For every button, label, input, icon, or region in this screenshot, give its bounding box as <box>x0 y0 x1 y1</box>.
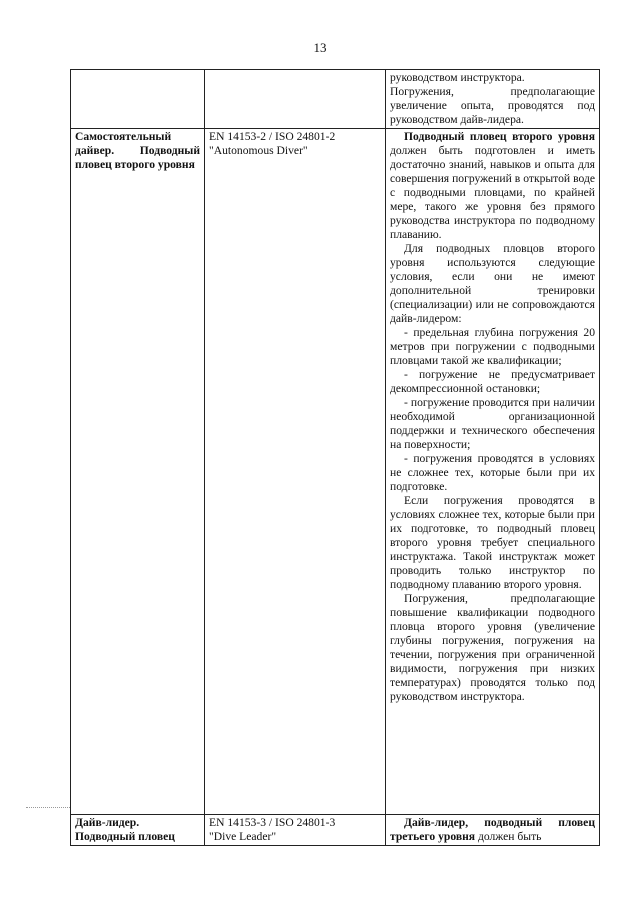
table-row <box>71 70 600 129</box>
bold-term: Подводный пловец второго уровня <box>404 130 595 143</box>
paragraph-text: должен быть подготовлен и иметь достаточно знаний, навыков и опыта для совершения погружений в открытой воде с подводными пловцами, по крайней мере, такого же уровня без прямого руководства инструктора по подводному плаванию. <box>390 144 595 241</box>
description-paragraph <box>390 242 595 326</box>
paragraph-text: Погружения, предполагающие повышение квалификации подводного пловца второго уровня (увеличение глубины погружения, погружения на течении, погружения при ограниченной видимости, погружения при низких температурах) проводятся только под руководством инструктора. <box>390 592 595 703</box>
paragraph-text: Погружения, предполагающие увеличение опыта, проводятся под руководством дайв-лидера. <box>390 85 595 126</box>
term-cell <box>71 70 205 129</box>
margin-dotted-line <box>26 807 70 808</box>
description-paragraph <box>390 494 595 592</box>
bold-term: Дайв-лидер, подводный пловец третьего уровня <box>390 816 595 843</box>
description-paragraph <box>390 130 595 242</box>
standard-title: "Autonomous Diver" <box>209 144 308 157</box>
standard-cell <box>205 70 386 129</box>
table-row <box>71 815 600 846</box>
description-paragraph <box>390 368 595 396</box>
standard-title: "Dive Leader" <box>209 830 277 843</box>
qualification-table <box>70 69 600 846</box>
qualification-table-body <box>71 70 600 846</box>
paragraph-text: - погружение проводится при наличии необходимой организационной поддержки и технического обеспечения на поверхности; <box>390 396 595 451</box>
description-cell <box>386 815 600 846</box>
standard-cell <box>205 129 386 815</box>
paragraph-text: - погружения проводятся в условиях не сложнее тех, которые были при их подготовке. <box>390 452 595 493</box>
paragraph-text: руководством инструктора. <box>390 71 525 84</box>
paragraph-text: Для подводных пловцов второго уровня используются следующие условия, если они не имеют дополнительной тренировки (специализации) или не сопровождаются дайв-лидером: <box>390 242 595 325</box>
description-paragraph <box>390 592 595 704</box>
description-cell <box>386 129 600 815</box>
paragraph-text: Если погружения проводятся в условиях сложнее тех, которые были при их подготовке, то подводный пловец второго уровня требует специального инструктажа. Такой инструктаж может проводить только инструктор по подводному плаванию второго уровня. <box>390 494 595 591</box>
description-paragraph <box>390 326 595 368</box>
term-cell: Дайв-лидер. Подводный пловец <box>71 815 205 846</box>
term-cell: Самостоятельный дайвер. Подводный пловец второго уровня <box>71 129 205 815</box>
standard-code: EN 14153-2 / ISO 24801-2 <box>209 130 336 143</box>
description-paragraph <box>390 816 595 844</box>
paragraph-text: - предельная глубина погружения 20 метров при погружении с подводными пловцами такой же квалификации; <box>390 326 595 367</box>
description-cell <box>386 70 600 129</box>
description-paragraph <box>390 396 595 452</box>
table-row <box>71 129 600 815</box>
standard-cell <box>205 815 386 846</box>
paragraph-text: - погружение не предусматривает декомпрессионной остановки; <box>390 368 595 395</box>
paragraph-text: должен быть <box>475 830 542 843</box>
description-paragraph <box>390 71 595 85</box>
description-paragraph <box>390 85 595 127</box>
description-paragraph <box>390 452 595 494</box>
standard-code: EN 14153-3 / ISO 24801-3 <box>209 816 336 829</box>
page-number: 13 <box>313 40 327 55</box>
